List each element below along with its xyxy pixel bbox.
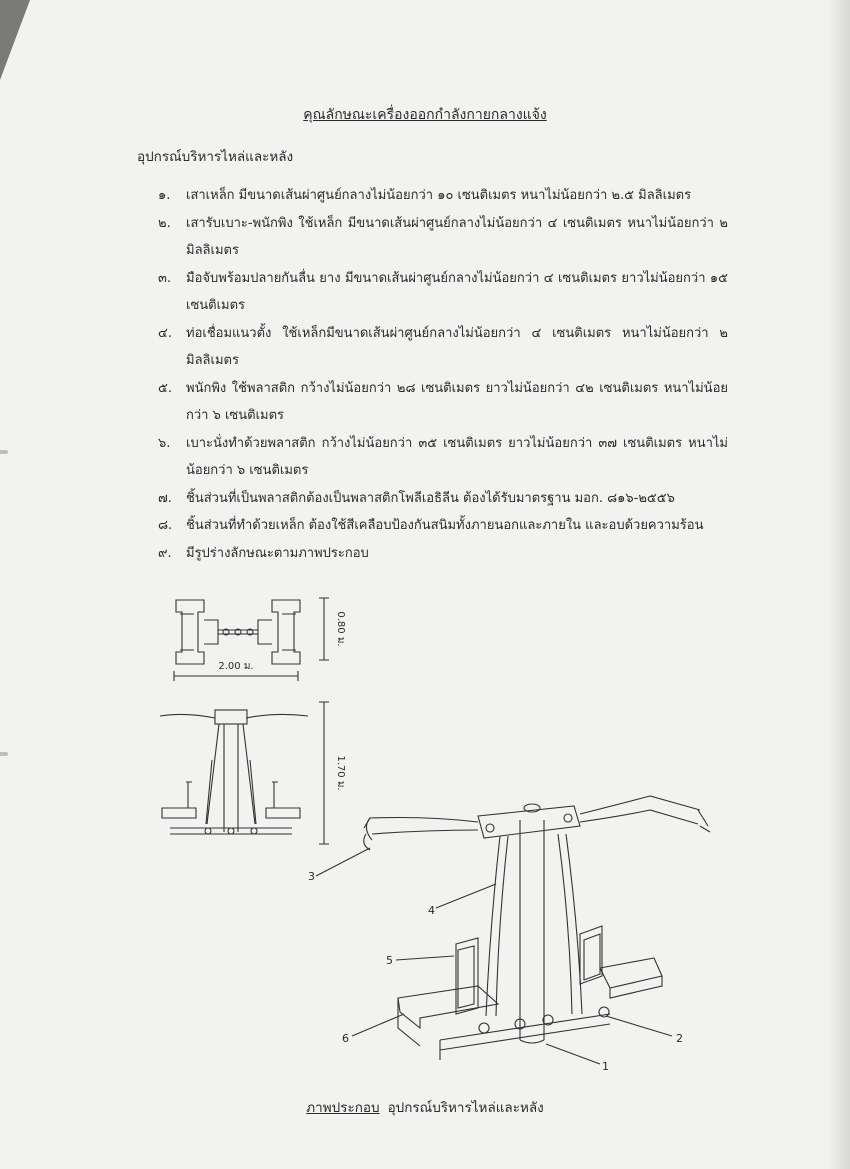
spec-item-text: เบาะนั่งทำด้วยพลาสติก กว้างไม่น้อยกว่า ๓๕ เซนติเมตร ยาวไม่น้อยกว่า ๓๗ เซนติเมตร หนาไม่น้อยกว่า ๖ เซนติเมตร [186, 435, 728, 478]
caption-text: อุปกรณ์บริหารไหล่และหลัง [387, 1100, 544, 1116]
spec-item-number: ๙. [158, 545, 172, 561]
callout-leader-6 [352, 1014, 404, 1036]
callout-label: 6 [342, 1032, 349, 1045]
callout-label: 1 [602, 1060, 609, 1073]
document-title: คุณลักษณะเครื่องออกกำลังกายกลางแจ้ง [303, 107, 547, 123]
callout-leader-4 [436, 884, 496, 908]
spec-item-number: ๕. [158, 380, 172, 396]
spec-item-number: ๖. [158, 435, 171, 451]
caption-label: ภาพประกอบ [306, 1100, 380, 1116]
top-view-drawing [176, 600, 300, 664]
callout-leader-2 [606, 1016, 672, 1036]
spec-item-text: พนักพิง ใช้พลาสติก กว้างไม่น้อยกว่า ๒๘ เซนติเมตร ยาวไม่น้อยกว่า ๔๒ เซนติเมตร หนาไม่น้อยกว่า ๖ เซนติเมตร [186, 380, 728, 423]
callout-label: 3 [308, 870, 315, 883]
callout-leader-1 [546, 1044, 600, 1064]
spec-item-text: มือจับพร้อมปลายกันลื่น ยาง มีขนาดเส้นผ่าศูนย์กลางไม่น้อยกว่า ๔ เซนติเมตร ยาวไม่น้อยกว่า ๑๕ เซนติเมตร [186, 270, 728, 313]
depth-dimension-label: 0.80 ม. [335, 611, 346, 647]
width-dimension-label: 2.00 ม. [218, 661, 254, 672]
callout-leader-5 [396, 956, 454, 960]
spec-item-number: ๘. [158, 518, 173, 533]
depth-dimension-line [319, 598, 329, 660]
section-heading: อุปกรณ์บริหารไหล่และหลัง [137, 149, 294, 165]
spec-item-text: มีรูปร่างลักษณะตามภาพประกอบ [186, 545, 369, 561]
height-dimension-label: 1.70 ม. [335, 755, 346, 791]
spec-item-number: ๔. [158, 325, 172, 341]
callout-label: 5 [386, 954, 393, 967]
callout-leader-3 [316, 848, 370, 876]
front-view-drawing [160, 710, 308, 834]
spec-item-number: ๗. [158, 490, 172, 506]
width-dimension-line [174, 671, 298, 681]
callout-label: 4 [428, 904, 435, 917]
height-dimension-line [319, 702, 329, 844]
spec-item-number: ๒. [158, 215, 171, 231]
spec-item-text: เสาเหล็ก มีขนาดเส้นผ่าศูนย์กลางไม่น้อยกว่า ๑๐ เซนติเมตร หนาไม่น้อยกว่า ๒.๕ มิลลิเมตร [186, 188, 692, 203]
spec-item-text: ชิ้นส่วนที่เป็นพลาสติกต้องเป็นพลาสติกโพลีเอธิลีน ต้องได้รับมาตรฐาน มอก. ๘๑๖-๒๕๕๖ [186, 490, 675, 506]
spec-item-number: ๓. [158, 270, 172, 286]
spec-item-number: ๑. [158, 188, 171, 203]
callout-label: 2 [676, 1032, 683, 1045]
spec-item-text: เสารับเบาะ-พนักพิง ใช้เหล็ก มีขนาดเส้นผ่าศูนย์กลางไม่น้อยกว่า ๔ เซนติเมตร หนาไม่น้อยกว่า ๒ มิลลิเมตร [186, 215, 728, 258]
spec-item-text: ชิ้นส่วนที่ทำด้วยเหล็ก ต้องใช้สีเคลือบป้องกันสนิมทั้งภายนอกและภายใน และอบด้วยความร้อน [186, 518, 704, 533]
figure-caption [0, 1096, 850, 1118]
spec-item-text: ท่อเชื่อมแนวตั้ง ใช้เหล็กมีขนาดเส้นผ่าศูนย์กลางไม่น้อยกว่า ๔ เซนติเมตร หนาไม่น้อยกว่า ๒ มิลลิเมตร [186, 325, 728, 368]
isometric-drawing [364, 796, 710, 1060]
